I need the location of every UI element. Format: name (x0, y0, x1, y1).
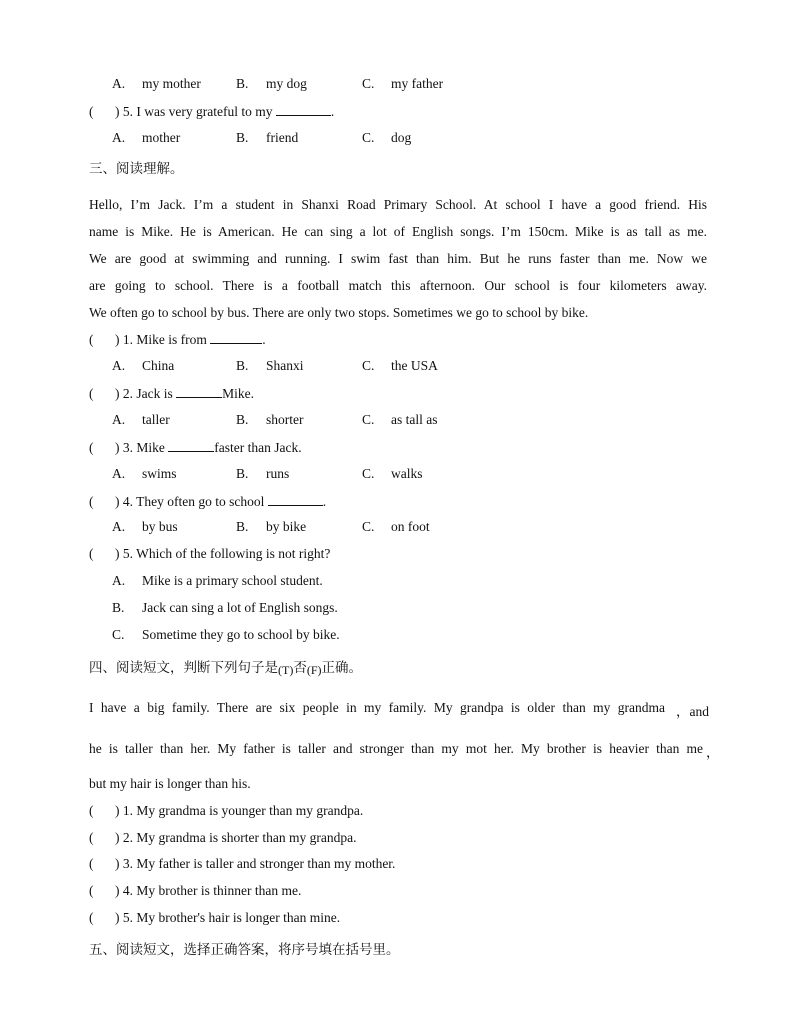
question-number: ) 5. (115, 104, 133, 119)
option-text: friend (266, 130, 299, 145)
option-letter: C. (362, 358, 375, 373)
option-letter: A. (112, 466, 126, 481)
option-text: walks (391, 466, 423, 481)
option-letter: A. (112, 76, 126, 91)
question-text: Mike (136, 440, 165, 455)
question-text-end: . (322, 494, 327, 509)
option-text: by bike (266, 519, 307, 534)
passage-line: Hello, I’m Jack. I’m a student in Shanxi Road Primary School. At school I have a good friend. His (89, 197, 707, 212)
option-letter: B. (236, 358, 249, 373)
answer-paren: ( (89, 104, 94, 119)
section-heading: 五、阅读短文，选择正确答案，将序号填在括号里。 (89, 942, 400, 958)
heading-true-mark: (T) (278, 663, 294, 677)
answer-paren: ( (89, 856, 94, 871)
heading-text: 否 (293, 660, 307, 676)
passage-text: ，and (676, 704, 709, 719)
question-line (89, 493, 326, 510)
question-text-end: . (262, 332, 266, 347)
passage-line: but my hair is longer than his. (89, 776, 251, 791)
option-letter: A. (112, 412, 126, 427)
option-text: my father (391, 76, 444, 91)
question-text-end: Mike. (222, 386, 254, 401)
option-letter: C. (362, 76, 375, 91)
section-heading: 三、阅读理解。 (89, 161, 184, 177)
option-letter: B. (236, 76, 249, 91)
answer-paren: ( (89, 494, 94, 509)
option-text: mother (142, 130, 181, 145)
question-text-end: . (330, 104, 335, 119)
question-number: ) 4. (115, 494, 133, 509)
passage-line: name is Mike. He is American. He can sing a lot of English songs. I’m 150cm. Mike is as tall as me. (89, 224, 707, 239)
question-number: ) 2. (115, 830, 133, 845)
option-text: the USA (391, 358, 438, 373)
question-line (89, 103, 334, 120)
option-text: China (142, 358, 175, 373)
answer-blank (168, 439, 214, 452)
statement-line (89, 856, 395, 872)
statement-text: My grandma is younger than my grandpa. (136, 803, 364, 818)
question-text-end: faster than Jack. (214, 440, 302, 455)
option-letter: A. (112, 358, 126, 373)
option-letter: B. (236, 466, 249, 481)
answer-paren: ( (89, 546, 94, 561)
question-number: ) 1. (115, 803, 133, 818)
section-heading (89, 656, 362, 676)
heading-text: 四、阅读短文，判断下列句子是 (89, 660, 278, 676)
statement-text: My brother is thinner than me. (136, 883, 302, 898)
statement-line (89, 803, 363, 819)
passage-line: We are good at swimming and running. I swim fast than him. But he runs faster than me. Now we (89, 251, 707, 266)
option-letter: A. (112, 519, 126, 534)
question-number: ) 5. (115, 546, 133, 561)
option-text: as tall as (391, 412, 438, 427)
answer-blank (268, 493, 323, 506)
question-line (89, 439, 302, 456)
option-text: runs (266, 466, 290, 481)
statement-text: My brother's hair is longer than mine. (136, 910, 341, 925)
statement-text: My father is taller and stronger than my mother. (136, 856, 396, 871)
option-letter: C. (112, 627, 125, 642)
answer-paren: ( (89, 803, 94, 818)
option-letter: B. (112, 600, 125, 615)
option-text: Shanxi (266, 358, 304, 373)
answer-blank (176, 385, 222, 398)
passage-text: he is taller than her. My father is taller and stronger than my mot her. My brother is heavier than me (89, 741, 703, 756)
passage-text: ， (706, 745, 720, 760)
option-text: by bus (142, 519, 178, 534)
answer-paren: ( (89, 332, 94, 347)
question-number: ) 1. (115, 332, 133, 347)
option-text: swims (142, 466, 177, 481)
question-text: Which of the following is not right? (136, 546, 331, 561)
heading-text: 正确。 (321, 660, 362, 676)
question-text: Jack is (136, 386, 173, 401)
question-text: They often go to school (136, 494, 265, 509)
passage-text: I have a big family. There are six people in my family. My grandpa is older than my grandma (89, 700, 665, 715)
option-text: Mike is a primary school student. (142, 573, 323, 588)
answer-paren: ( (89, 386, 94, 401)
question-number: ) 3. (115, 440, 133, 455)
passage-line: We often go to school by bus. There are only two stops. Sometimes we go to school by bike. (89, 305, 589, 320)
option-letter: A. (112, 573, 126, 588)
option-text: dog (391, 130, 412, 145)
question-line (89, 385, 254, 402)
answer-paren: ( (89, 910, 94, 925)
option-text: Jack can sing a lot of English songs. (142, 600, 338, 615)
option-letter: A. (112, 130, 126, 145)
heading-false-mark: (F) (306, 663, 322, 677)
statement-text: My grandma is shorter than my grandpa. (136, 830, 357, 845)
statement-line (89, 910, 340, 926)
answer-paren: ( (89, 883, 94, 898)
option-text: my dog (266, 76, 307, 91)
option-letter: B. (236, 412, 249, 427)
option-letter: C. (362, 466, 375, 481)
option-letter: C. (362, 130, 375, 145)
option-letter: C. (362, 519, 375, 534)
question-line (89, 546, 330, 562)
question-number: ) 4. (115, 883, 133, 898)
question-text: Mike is from (136, 332, 207, 347)
question-number: ) 5. (115, 910, 133, 925)
answer-paren: ( (89, 830, 94, 845)
passage-line: are going to school. There is a football match this afternoon. Our school is four kilometers away. (89, 278, 707, 293)
question-line (89, 331, 266, 348)
option-text: taller (142, 412, 170, 427)
option-text: shorter (266, 412, 304, 427)
option-text: on foot (391, 519, 430, 534)
option-letter: C. (362, 412, 375, 427)
answer-blank (210, 331, 262, 344)
option-letter: B. (236, 519, 249, 534)
option-letter: B. (236, 130, 249, 145)
statement-line (89, 883, 301, 899)
answer-blank (276, 103, 331, 116)
question-number: ) 3. (115, 856, 133, 871)
statement-line (89, 830, 356, 846)
answer-paren: ( (89, 440, 94, 455)
option-text: Sometime they go to school by bike. (142, 627, 340, 642)
question-number: ) 2. (115, 386, 133, 401)
option-text: my mother (142, 76, 201, 91)
question-text: I was very grateful to my (136, 104, 273, 119)
